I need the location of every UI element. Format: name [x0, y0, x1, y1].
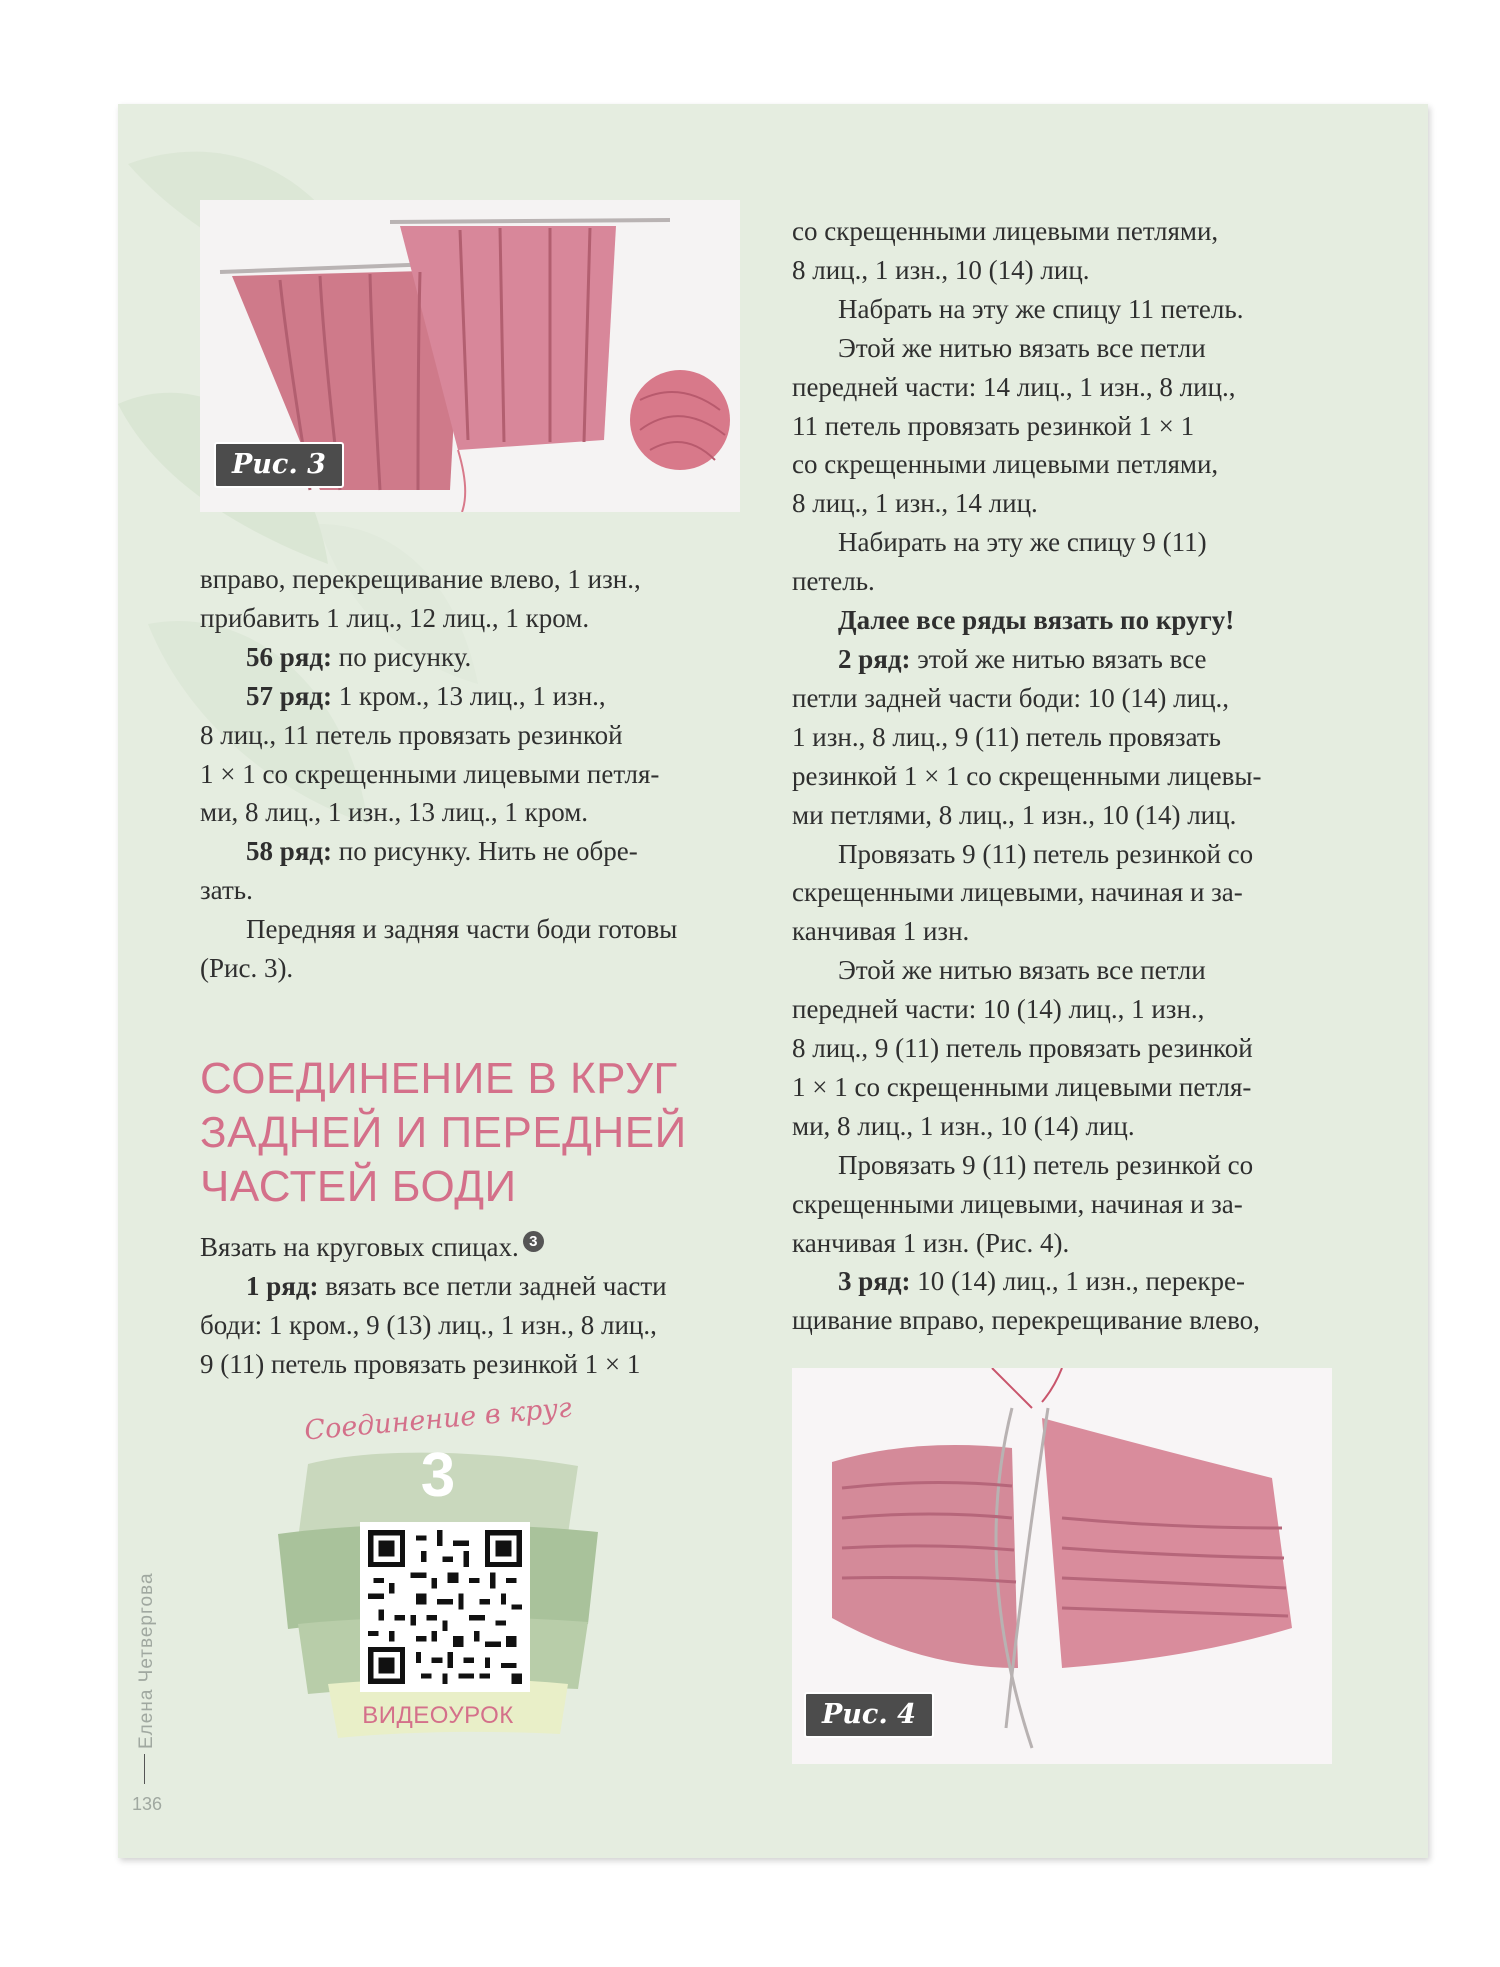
figure-3-photo: [200, 200, 740, 512]
text-line: ми петлями, 8 лиц., 1 изн., 10 (14) лиц.: [792, 799, 1237, 830]
text-line: (Рис. 3).: [200, 953, 294, 984]
text-line: канчивая 1 изн. (Рис. 4).: [792, 1227, 1070, 1258]
row-label: 57 ряд:: [246, 680, 333, 711]
text-line: канчивая 1 изн.: [792, 916, 970, 947]
row-58: [200, 832, 740, 871]
footer-divider: [144, 1754, 145, 1784]
intro-line: [200, 1228, 740, 1267]
text-line: петель.: [792, 566, 875, 597]
text-line: Передняя и задняя части боди готовы: [246, 914, 678, 945]
row-text: этой же нитью вязать все: [910, 643, 1207, 674]
text-line: резинкой 1 × 1 со скрещенными лицевы-: [792, 760, 1262, 791]
bold-instruction: Далее все ряды вязать по кругу!: [838, 605, 1235, 636]
text-line: Этой же нитью вязать все петли: [838, 332, 1206, 363]
figure-4-label: Рис. 4: [804, 1692, 934, 1738]
text-line: щивание вправо, перекрещивание влево,: [792, 1305, 1260, 1336]
qr-code[interactable]: [360, 1522, 530, 1692]
row-1: [200, 1267, 740, 1306]
text-line: 8 лиц., 9 (11) петель провязать резинкой: [792, 1033, 1253, 1064]
video-number: 3: [420, 1441, 456, 1510]
text-line: 8 лиц., 11 петель провязать резинкой: [200, 719, 623, 750]
row-text: 1 кром., 13 лиц., 1 изн.,: [332, 680, 606, 711]
text-line: прибавить 1 лиц., 12 лиц., 1 кром.: [200, 602, 590, 633]
heading-line: ЧАСТЕЙ БОДИ: [200, 1162, 517, 1211]
row-56: [200, 638, 740, 677]
book-page: [118, 104, 1428, 1858]
row-label: 58 ряд:: [246, 836, 333, 867]
author-name: [136, 1509, 162, 1749]
figure-4-photo: [792, 1368, 1332, 1764]
text-line: 8 лиц., 1 изн., 10 (14) лиц.: [792, 254, 1090, 285]
row-label: 56 ряд:: [246, 641, 333, 672]
text-line: передней части: 10 (14) лиц., 1 изн.,: [792, 994, 1205, 1025]
text-line: передней части: 14 лиц., 1 изн., 8 лиц.,: [792, 371, 1236, 402]
intro-text: Вязать на круговых спицах.: [200, 1232, 519, 1262]
page-number: 136: [132, 1794, 163, 1814]
row-text: по рисунку.: [332, 641, 472, 672]
text-line: со скрещенными лицевыми петлями,: [792, 449, 1219, 480]
video-lesson-block[interactable]: [268, 1392, 608, 1744]
right-column: [792, 212, 1352, 1340]
video-number-badge: 3: [523, 1231, 544, 1252]
figure-3-label: Рис. 3: [214, 442, 344, 488]
text-line: петли задней части боди: 10 (14) лиц.,: [792, 682, 1230, 713]
row-2: [792, 640, 1352, 679]
text-line: Этой же нитью вязать все петли: [838, 955, 1206, 986]
text-line: 1 × 1 со скрещенными лицевыми петля-: [792, 1071, 1252, 1102]
text-line: зать.: [200, 875, 253, 906]
video-title: Соединение в круг: [303, 1392, 573, 1447]
text-line: 1 изн., 8 лиц., 9 (11) петель провязать: [792, 721, 1221, 752]
text-line: скрещенными лицевыми, начиная и за-: [792, 1188, 1243, 1219]
row-57: [200, 677, 740, 716]
text-line: Провязать 9 (11) петель резинкой со: [838, 1149, 1254, 1180]
text-line: 8 лиц., 1 изн., 14 лиц.: [792, 488, 1038, 519]
row-label: 1 ряд:: [246, 1270, 319, 1301]
row-text: 10 (14) лиц., 1 изн., перекре-: [910, 1266, 1245, 1297]
heading-line: СОЕДИНЕНИЕ В КРУГ: [200, 1054, 678, 1103]
video-caption: ВИДЕОУРОК: [362, 1702, 514, 1729]
author-text: Елена Четвергова: [136, 1572, 157, 1749]
row-label: 3 ряд:: [838, 1266, 911, 1297]
text-line: ми, 8 лиц., 1 изн., 10 (14) лиц.: [792, 1110, 1135, 1141]
text-line: ми, 8 лиц., 1 изн., 13 лиц., 1 кром.: [200, 797, 589, 828]
text-line: Провязать 9 (11) петель резинкой со: [838, 838, 1254, 869]
qr-code-image: [368, 1530, 522, 1684]
text-line: со скрещенными лицевыми петлями,: [792, 216, 1219, 246]
text-line: 1 × 1 со скрещенными лицевыми петля-: [200, 758, 660, 789]
text-line: 9 (11) петель провязать резинкой 1 × 1: [200, 1348, 641, 1379]
row-text: по рисунку. Нить не обре-: [332, 836, 638, 867]
text-line: скрещенными лицевыми, начиная и за-: [792, 877, 1243, 908]
text-line: 11 петель провязать резинкой 1 × 1: [792, 410, 1195, 441]
row-text: вязать все петли задней части: [318, 1270, 667, 1301]
row-label: 2 ряд:: [838, 643, 911, 674]
left-column-top: [200, 560, 740, 988]
text-line: Набрать на эту же спицу 11 петель.: [838, 293, 1244, 324]
section-heading: [200, 1052, 740, 1214]
text-line: боди: 1 кром., 9 (13) лиц., 1 изн., 8 лиц.,: [200, 1309, 657, 1340]
heading-line: ЗАДНЕЙ И ПЕРЕДНЕЙ: [200, 1108, 687, 1157]
text-line: вправо, перекрещивание влево, 1 изн.,: [200, 564, 641, 594]
left-column-bottom: [200, 1228, 740, 1384]
row-3: [792, 1262, 1352, 1301]
text-line: Набирать на эту же спицу 9 (11): [838, 527, 1207, 558]
